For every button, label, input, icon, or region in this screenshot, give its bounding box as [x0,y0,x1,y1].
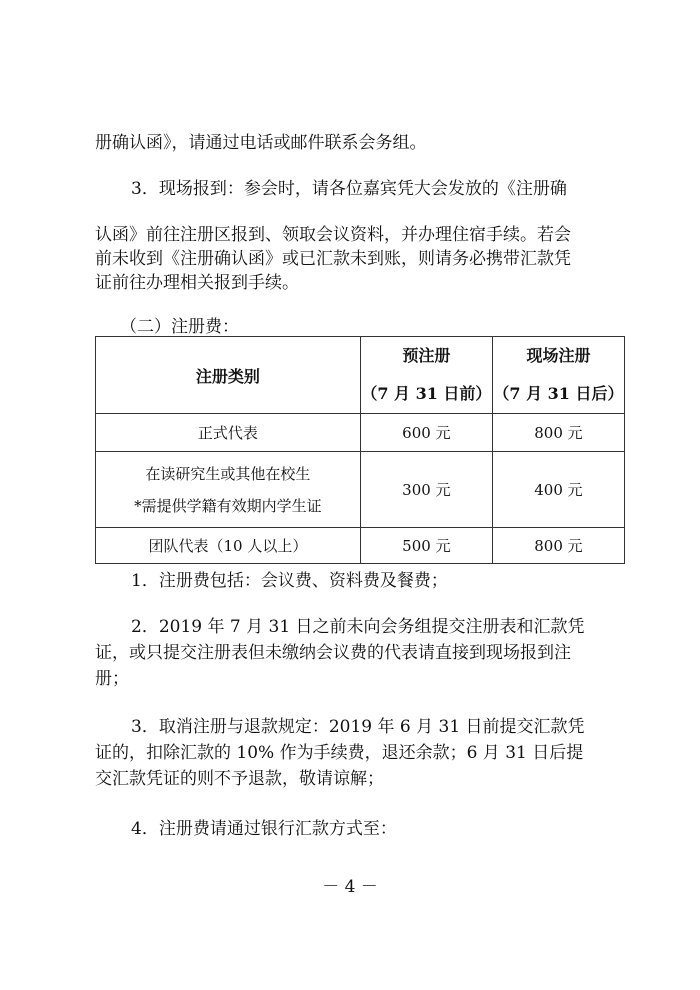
section-heading: （二）注册费： [120,317,239,337]
paragraph-line: 证前往办理相关报到手续。 [95,273,299,293]
paragraph-line: 证的，扣除汇款的 10% 作为手续费，退还余款；6 月 31 日后提 [95,743,584,763]
paragraph-line: 2．2019 年 7 月 31 日之前未向会务组提交注册表和汇款凭 [131,617,585,637]
header-pre-date: （7 月 31 日前） [361,384,492,403]
header-pre-label: 预注册 [402,346,451,365]
header-category [96,337,361,414]
paragraph-line: 1．注册费包括：会议费、资料费及餐费； [131,571,448,591]
table-row [96,452,625,528]
registration-fee-table [95,336,625,564]
header-onsite-label: 现场注册 [526,346,591,365]
header-onsite-date: （7 月 31 日后） [493,384,624,403]
row-onsite-fee: 400 元 [492,452,624,528]
page-number: － 4 － [322,877,378,897]
row-pre-fee: 500 元 [360,528,492,564]
paragraph-line: 册确认函》，请通过电话或邮件联系会务组。 [95,133,427,153]
table-row [96,528,625,564]
header-pre-registration [360,337,492,414]
paragraph-line: 交汇款凭证的则不予退款，敬请谅解； [95,769,384,789]
row-category-note: *需提供学籍有效期内学生证 [134,496,322,515]
paragraph-line: 4．注册费请通过银行汇款方式至： [131,819,397,839]
table-header-row [96,337,625,414]
header-onsite-registration [492,337,624,414]
table-row [96,414,625,452]
row-pre-fee: 300 元 [360,452,492,528]
paragraph-line: 册； [95,669,129,689]
row-onsite-fee: 800 元 [492,414,624,452]
paragraph-line: 3．取消注册与退款规定：2019 年 6 月 31 日前提交汇款凭 [131,717,585,737]
row-category: 团队代表（10 人以上） [96,528,361,564]
paragraph-line: 认函》前往注册区报到、领取会议资料，并办理住宿手续。若会 [95,225,571,245]
row-category [96,452,361,528]
row-onsite-fee: 800 元 [492,528,624,564]
paragraph-line: 证，或只提交注册表但未缴纳会议费的代表请直接到现场报到注 [95,643,571,663]
header-category-label: 注册类别 [195,366,260,386]
row-category: 正式代表 [96,414,361,452]
paragraph-line: 3．现场报到：参会时，请各位嘉宾凭大会发放的《注册确 [131,179,567,199]
row-category-line: 在读研究生或其他在校生 [145,464,311,483]
row-pre-fee: 600 元 [360,414,492,452]
paragraph-line: 前未收到《注册确认函》或已汇款未到账，则请务必携带汇款凭 [95,249,571,269]
